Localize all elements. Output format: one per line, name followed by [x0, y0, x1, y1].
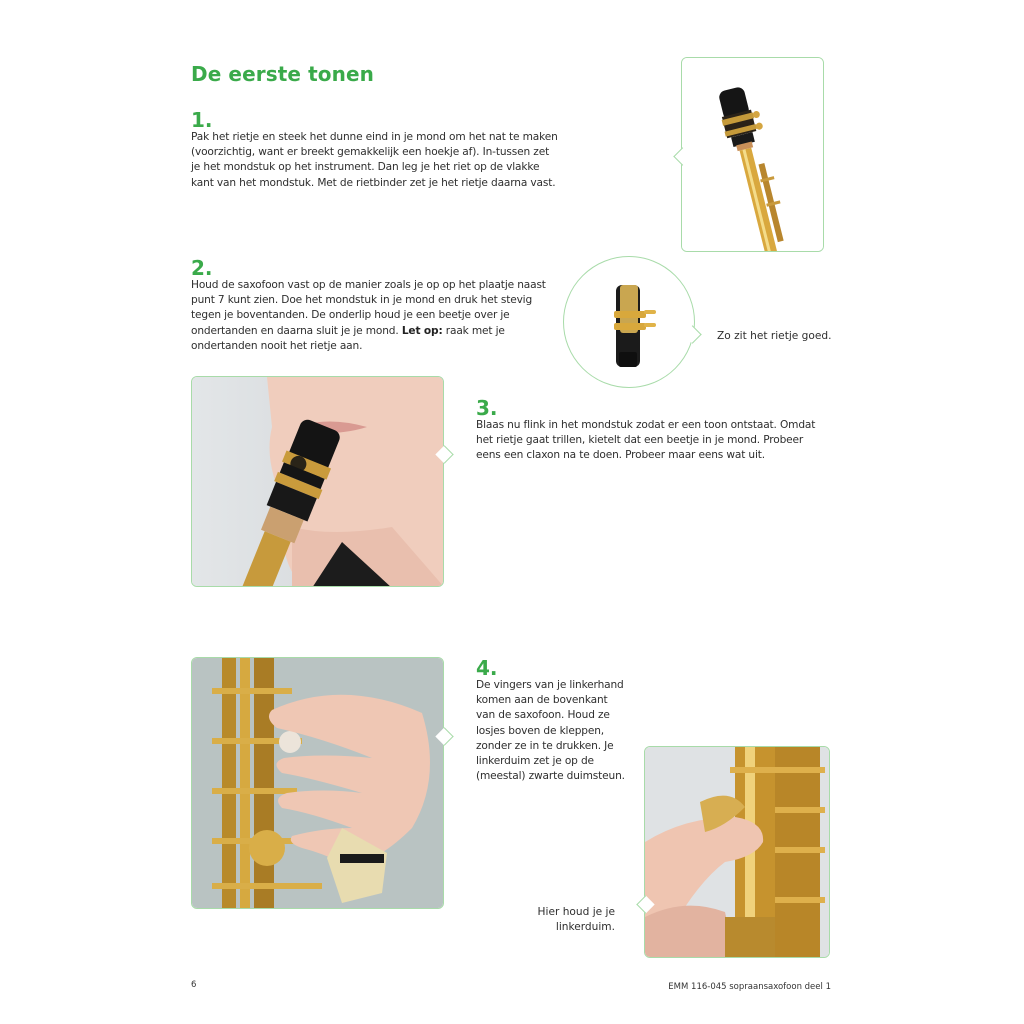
mouthpiece-illustration-icon — [682, 58, 824, 252]
step-4 — [476, 658, 626, 784]
step-text: Blaas nu flink in het mondstuk zodat er een toon ontstaat. Omdat het rietje gaat trillen, kietelt dat een beetje in je mond. Probeer eens een claxon na te doen. Probeer maar eens wat uit. — [476, 419, 816, 462]
photo-left-thumb — [644, 746, 830, 958]
step-number: 3. — [476, 396, 498, 420]
step-text: Pak het rietje en steek het dunne eind in je mond om het nat te maken (voorzichtig, want er breekt gemakkelijk een hoekje af). In-tussen zet je het mondstuk op het instrument. Dan leg je het riet op de vlakke kant van het mondstuk. Met de rietbinder zet je het rietje daarna vast. — [191, 131, 558, 189]
step-number: 4. — [476, 656, 498, 680]
caption-reed-position: Zo zit het rietje goed. — [717, 330, 832, 342]
photo-embouchure — [191, 376, 444, 587]
warning-label: Let op: — [401, 324, 443, 337]
step-1 — [191, 110, 561, 191]
left-hand-illustration-icon — [192, 658, 444, 909]
step-number: 1. — [191, 108, 213, 132]
step-2 — [191, 258, 561, 354]
photo-mouthpiece-on-neck — [681, 57, 824, 252]
embouchure-illustration-icon — [192, 377, 444, 587]
photo-reed-mouthpiece-closeup — [563, 256, 695, 388]
caption-thumb-position: Hier houd je je linkerduim. — [537, 906, 615, 933]
step-3 — [476, 398, 821, 464]
page-number: 6 — [191, 980, 197, 990]
footer-book-reference: EMM 116-045 sopraansaxofoon deel 1 — [668, 982, 831, 992]
step-text: Houd de saxofoon vast op de manier zoals je op op het plaatje naast punt 7 kunt zien. Doe het mondstuk in je mond en druk het stevig tegen je boventanden. De onderlip houd je een beetje over je ondertanden en daarna sluit je je mond. Let op: raak met je ondertanden nooit het rietje aan. — [191, 279, 546, 352]
mouthpiece-closeup-icon — [564, 257, 695, 388]
page-title: De eerste tonen — [191, 62, 374, 86]
step-number: 2. — [191, 256, 213, 280]
step-text: De vingers van je linkerhand komen aan de bovenkant van de saxofoon. Houd ze losjes boven de kleppen, zonder ze in te drukken. Je linkerduim zet je op de (meestal) zwarte duimsteun. — [476, 679, 625, 783]
photo-left-hand-fingers — [191, 657, 444, 909]
left-thumb-illustration-icon — [645, 747, 830, 958]
